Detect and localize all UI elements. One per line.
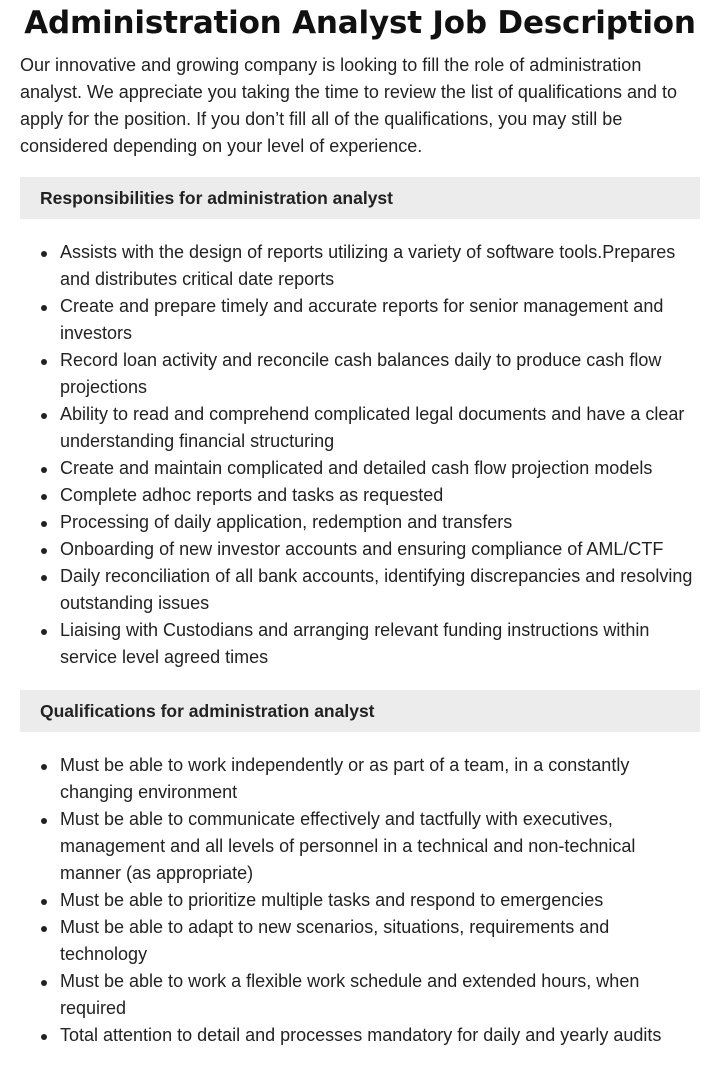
list-item-text: Onboarding of new investor accounts and ensuring compliance of AML/CTF [60, 539, 664, 559]
list-item [20, 914, 700, 968]
list-item-text: Daily reconciliation of all bank accounts, identifying discrepancies and resolving outstanding issues [60, 566, 693, 613]
list-item [20, 752, 700, 806]
bullet-icon [41, 980, 47, 986]
bullet-icon [41, 764, 47, 770]
list-item-text: Must be able to work independently or as part of a team, in a constantly changing environment [60, 755, 630, 802]
list-item-text: Must be able to work a flexible work schedule and extended hours, when required [60, 971, 640, 1018]
bullet-icon [41, 305, 47, 311]
bullet-icon [41, 1034, 47, 1040]
list-item-text: Record loan activity and reconcile cash balances daily to produce cash flow projections [60, 350, 662, 397]
bullet-icon [41, 494, 47, 500]
list-item [20, 401, 700, 455]
bullet-icon [41, 359, 47, 365]
list-item [20, 509, 700, 536]
list-item-text: Complete adhoc reports and tasks as requested [60, 485, 444, 505]
list-item-text: Must be able to communicate effectively and tactfully with executives, management and all levels of personnel in a technical and non-technical manner (as appropriate) [60, 809, 636, 883]
bullet-icon [41, 521, 47, 527]
bullet-icon [41, 251, 47, 257]
list-item [20, 563, 700, 617]
qualifications-heading: Qualifications for administration analyst [20, 690, 700, 732]
list-item [20, 455, 700, 482]
page-title: Administration Analyst Job Description [24, 5, 696, 41]
list-item-text: Assists with the design of reports utilizing a variety of software tools.Prepares and distributes critical date reports [60, 242, 676, 289]
list-item [20, 1022, 700, 1049]
bullet-icon [41, 575, 47, 581]
job-description-page [0, 2, 720, 1049]
list-item [20, 806, 700, 887]
list-item-text: Total attention to detail and processes mandatory for daily and yearly audits [60, 1025, 662, 1045]
responsibilities-heading: Responsibilities for administration analyst [20, 177, 700, 219]
list-item-text: Must be able to adapt to new scenarios, situations, requirements and technology [60, 917, 610, 964]
list-item-text: Must be able to prioritize multiple tasks and respond to emergencies [60, 890, 604, 910]
bullet-icon [41, 548, 47, 554]
bullet-icon [41, 926, 47, 932]
bullet-icon [41, 467, 47, 473]
bullet-icon [41, 818, 47, 824]
list-item-text: Processing of daily application, redemption and transfers [60, 512, 513, 532]
qualifications-section [20, 690, 700, 1049]
list-item-text: Liaising with Custodians and arranging relevant funding instructions within service level agreed times [60, 620, 650, 667]
list-item [20, 347, 700, 401]
list-item [20, 887, 700, 914]
qualifications-list [20, 732, 700, 1049]
list-item [20, 617, 700, 671]
responsibilities-section [20, 177, 700, 671]
list-item-text: Create and maintain complicated and detailed cash flow projection models [60, 458, 653, 478]
list-item-text: Create and prepare timely and accurate reports for senior management and investors [60, 296, 664, 343]
list-item [20, 968, 700, 1022]
bullet-icon [41, 899, 47, 905]
list-item [20, 293, 700, 347]
bullet-icon [41, 629, 47, 635]
list-item [20, 482, 700, 509]
bullet-icon [41, 413, 47, 419]
list-item [20, 239, 700, 293]
list-item [20, 536, 700, 563]
list-item-text: Ability to read and comprehend complicated legal documents and have a clear understanding financial structuring [60, 404, 685, 451]
intro-paragraph: Our innovative and growing company is looking to fill the role of administration analyst. We appreciate you taking the time to review the list of qualifications and to apply for the position. If you don’t fill all of the qualifications, you may still be considered depending on your level of experience. [20, 55, 678, 156]
responsibilities-list [20, 219, 700, 671]
